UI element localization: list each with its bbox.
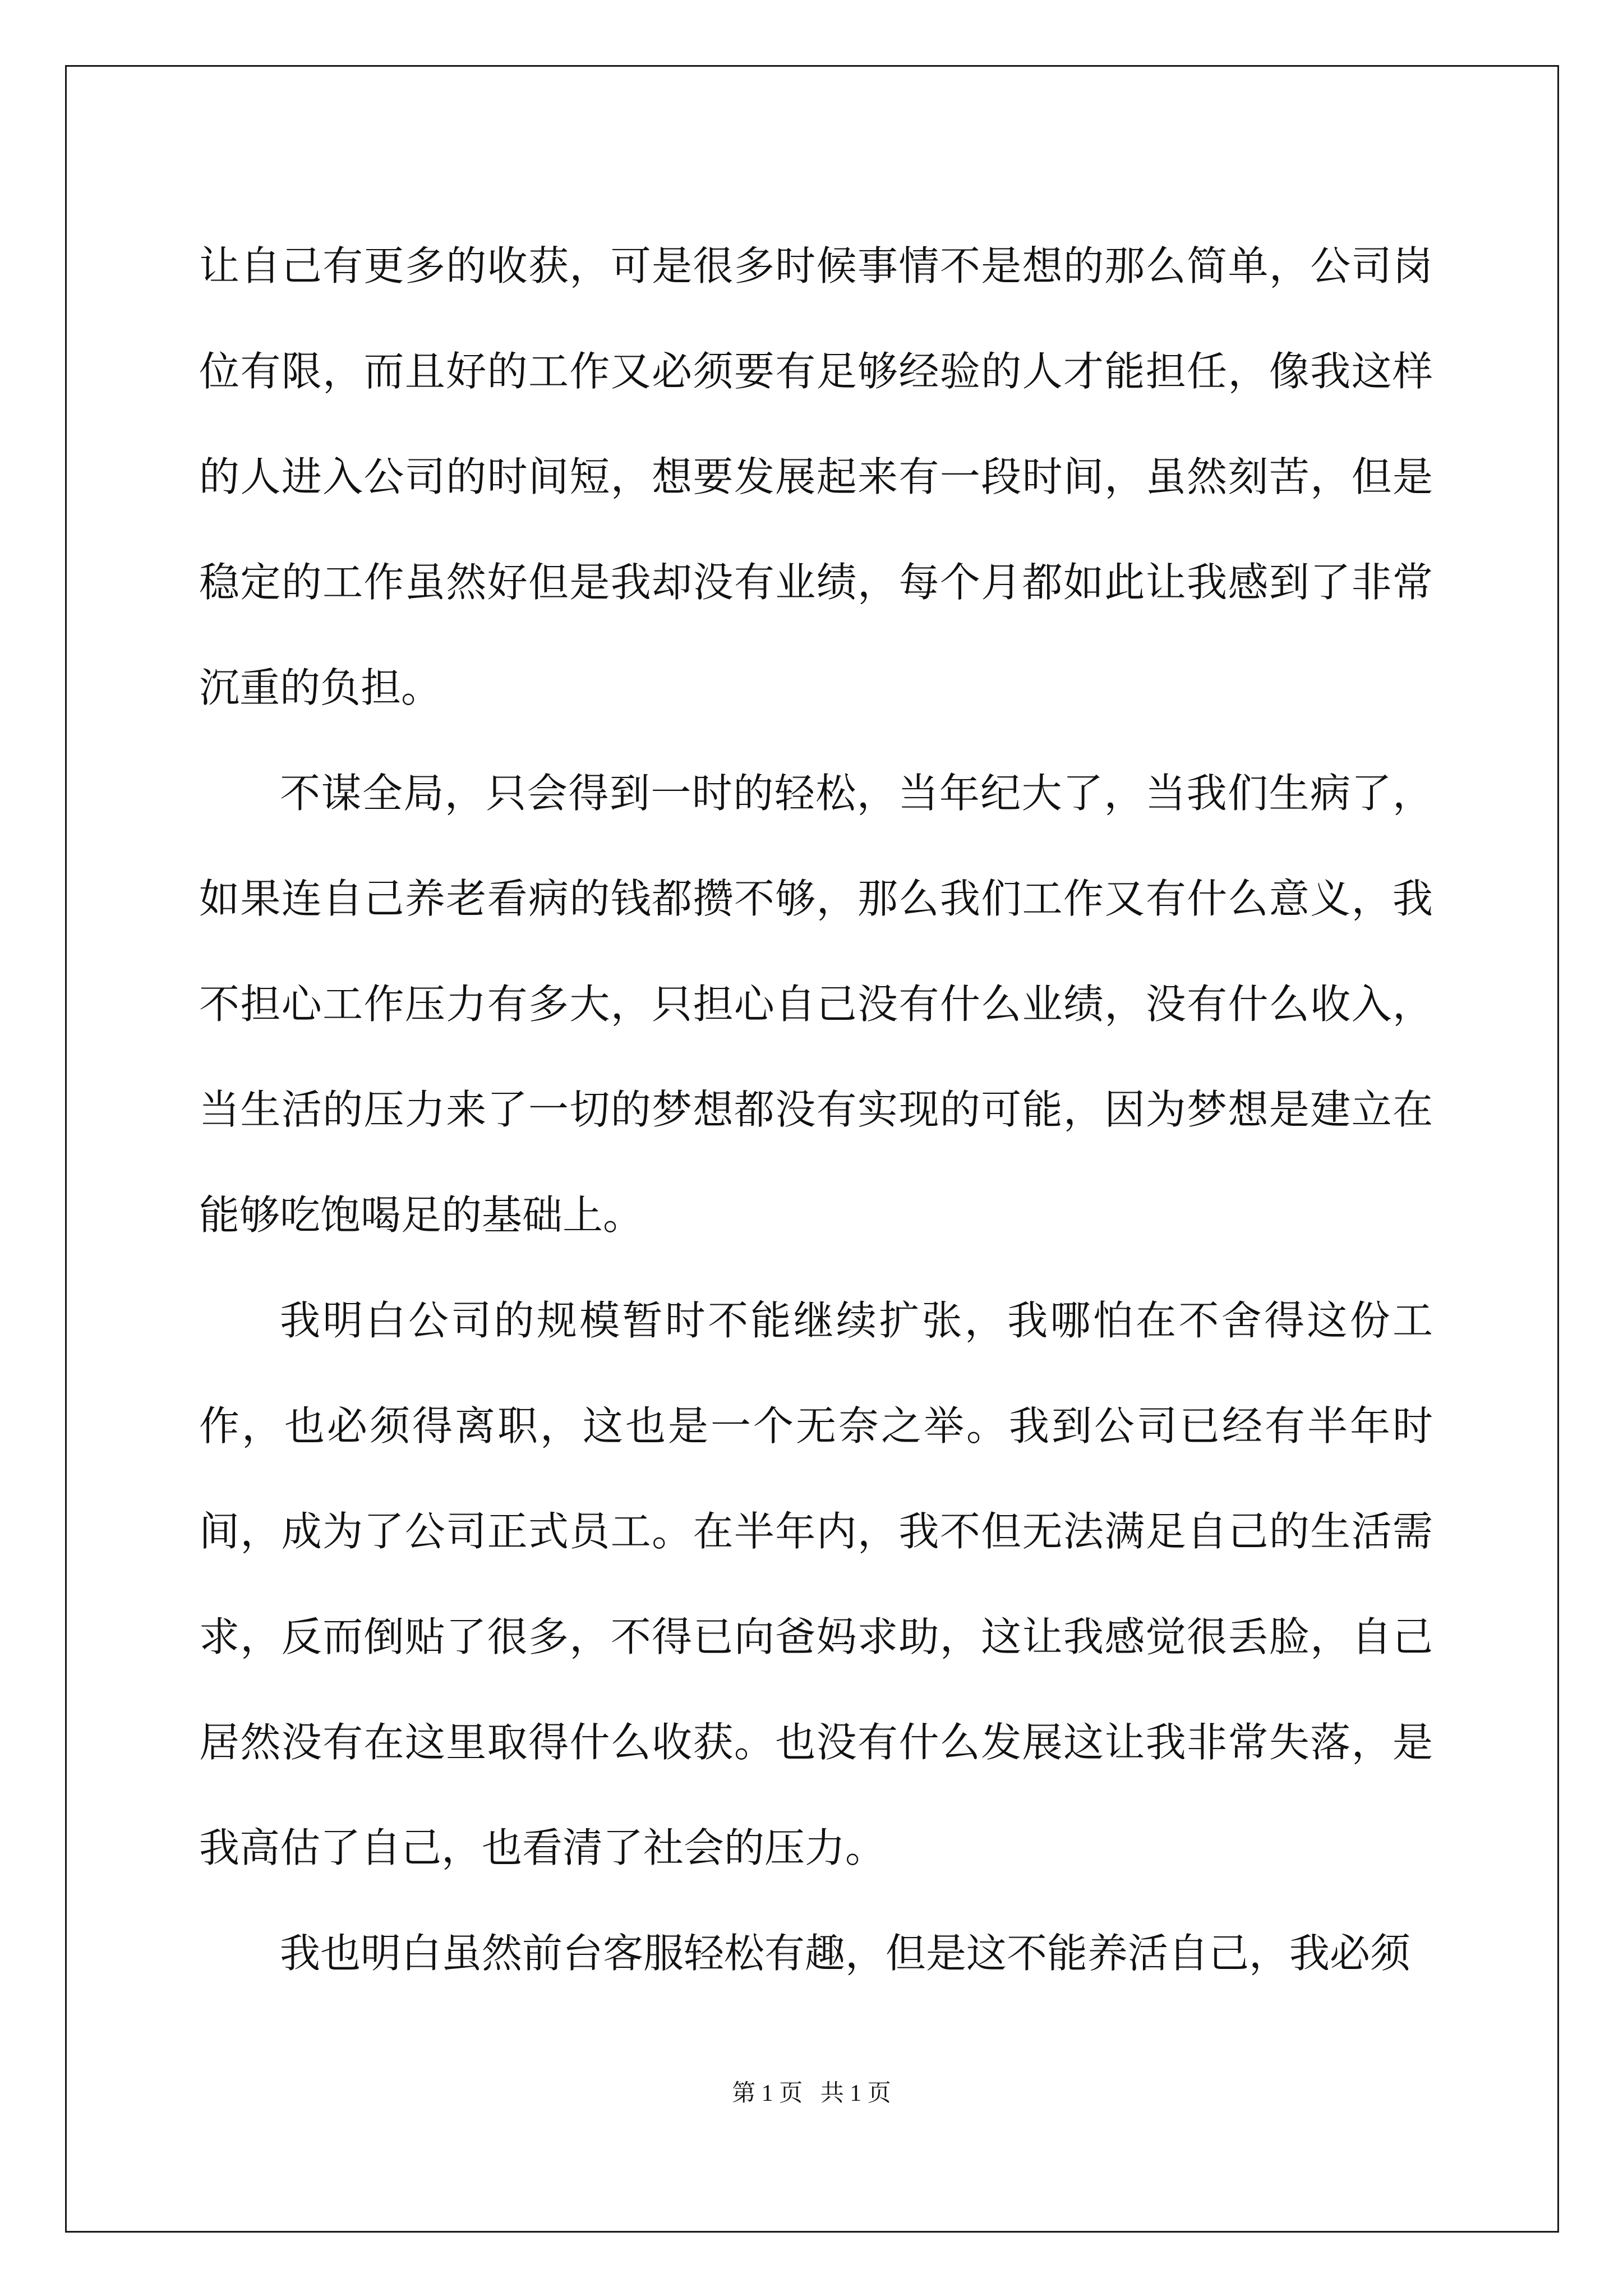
paragraph-2: 不谋全局，只会得到一时的轻松，当年纪大了，当我们生病了，如果连自己养老看病的钱都攒不够，那么我们工作又有什么意义，我不担心工作压力有多大，只担心自己没有什么业绩，没有什么收入，当生活的压力来了一切的梦想都没有实现的可能，因为梦想是建立在能够吃饱喝足的基础上。 xyxy=(199,770,1433,1239)
paragraph-3: 我明白公司的规模暂时不能继续扩张，我哪怕在不舍得这份工作，也必须得离职，这也是一个无奈之举。我到公司已经有半年时间，成为了公司正式员工。在半年内，我不但无法满足自己的生活需求，反而倒贴了很多，不得已向爸妈求助，这让我感觉很丢脸，自己居然没有在这里取得什么收获。也没有什么发展这让我非常失落，是我高估了自己，也看清了社会的压力。 xyxy=(199,1297,1433,1871)
paragraph-4: 我也明白虽然前台客服轻松有趣，但是这不能养活自己，我必须 xyxy=(280,1930,1411,1977)
page-footer: 第 1 页 共 1 页 xyxy=(732,2081,891,2106)
document-body xyxy=(199,213,1433,2006)
paragraph-1: 让自己有更多的收获，可是很多时候事情不是想的那么简单，公司岗位有限，而且好的工作又必须要有足够经验的人才能担任，像我这样的人进入公司的时间短，想要发展起来有一段时间，虽然刻苦，但是稳定的工作虽然好但是我却没有业绩，每个月都如此让我感到了非常沉重的负担。 xyxy=(199,242,1433,711)
